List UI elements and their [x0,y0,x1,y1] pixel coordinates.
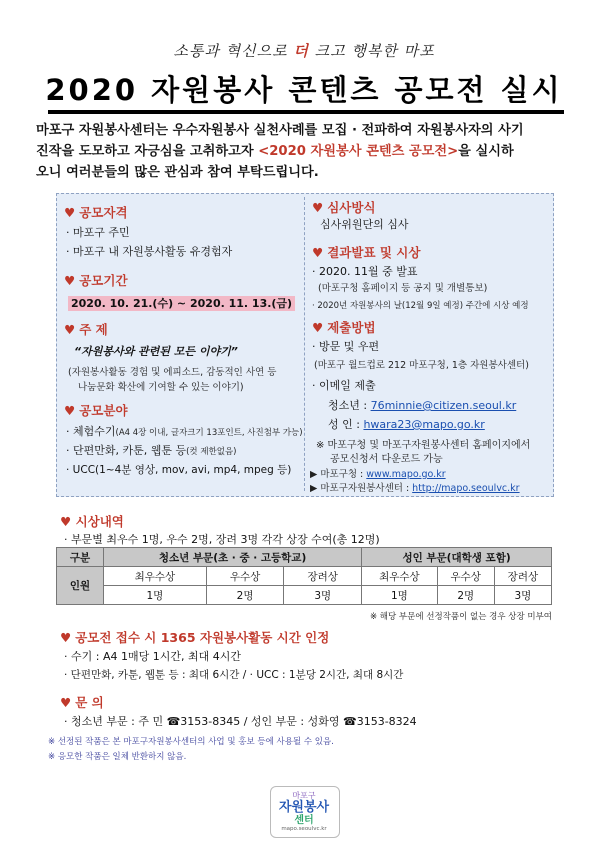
hours-item: · 단편만화, 카툰, 웹툰 등 : 최대 6시간 / · UCC : 1분당 2시간, 최대 8시간 [64,669,404,681]
heart-icon: ♥ [60,695,72,710]
review-value: 심사위원단의 심사 [320,218,409,231]
contact-heading: ♥ 문 의 [60,695,104,710]
period-value: 2020. 10. 21.(수) ~ 2020. 11. 13.(금) [68,292,295,311]
link-mapo-gu: ▶ 마포구청 : www.mapo.go.kr [310,469,446,480]
header-adult: 성인 부문(대학생 포함) [362,548,552,567]
eligibility-item: · 마포구 내 자원봉사활동 유경험자 [66,245,233,258]
mapo-gu-link[interactable]: www.mapo.go.kr [366,469,446,480]
page-title: 2020 자원봉사 콘텐츠 공모전 실시 [45,73,563,107]
email-youth-link[interactable]: 76minnie@citizen.seoul.kr [370,399,517,412]
row-label-count: 인원 [57,567,104,605]
panel-divider [304,197,305,491]
field-item-essay: · 체험수기(A4 4장 이내, 글자크기 13포인트, 사진첨부 가능) [66,425,303,438]
theme-desc: (자원봉사활동 경험 및 에피소드, 감동적인 사연 등 [68,367,277,378]
eligibility-item: · 마포구 주민 [66,226,130,239]
submit-heading: ♥ 제출방법 [312,320,376,335]
heart-icon: ♥ [312,320,324,335]
heart-icon: ♥ [312,200,324,215]
heart-icon: ♥ [64,205,76,220]
contact-value: · 청소년 부문 : 주 민 ☎3153-8345 / 성인 부문 : 성화영 ☎3153-8324 [64,715,417,728]
results-heading: ♥ 결과발표 및 시상 [312,245,421,260]
link-volunteer-center: ▶ 마포구자원봉사센터 : http://mapo.seoulvc.kr [310,483,520,494]
heart-icon: ♥ [60,514,72,529]
review-heading: ♥ 심사방식 [312,200,376,215]
fields-heading: ♥ 공모분야 [64,403,128,418]
results-item: · 2020. 11월 중 발표 [312,265,418,278]
email-adult-link[interactable]: hwara23@mapo.go.kr [363,418,485,431]
theme-desc: 나눔문화 확산에 기여할 수 있는 이야기) [78,382,244,393]
heart-icon: ♥ [64,273,76,288]
awards-note: ※ 해당 부문에 선정작품이 없는 경우 상장 미부여 [369,612,552,622]
theme-value: “자원봉사와 관련된 모든 이야기” [74,345,238,358]
intro-paragraph [36,120,576,183]
header-category: 구분 [57,548,104,567]
slogan-accent: 더 [293,42,309,60]
count-cell: 2명 [206,586,284,605]
download-note: ※ 마포구청 및 마포구자원봉사센터 홈페이지에서 [316,440,531,451]
awards-heading: ♥ 시상내역 [60,514,124,529]
awards-summary: · 부문별 최우수 1명, 우수 2명, 장려 3명 각각 상장 수여(총 12명) [64,533,380,546]
hours-item: · 수기 : A4 1매당 1시간, 최대 4시간 [64,650,241,663]
field-item-comic: · 단편만화, 카툰, 웹툰 등(컷 제한없음) [66,444,237,457]
intro-line-1: 마포구 자원봉사센터는 우수자원봉사 실천사례를 모집 · 전파하여 자원봉사자의 사기 [36,123,524,138]
header-youth: 청소년 부문(초 · 중 · 고등학교) [104,548,362,567]
logo-text: 마포구 자원봉사 센터 mapo.seoulvc.kr [278,791,330,832]
eligibility-heading: ♥ 공모자격 [64,205,128,220]
email-adult: 성 인 : hwara23@mapo.go.kr [328,418,485,431]
count-cell: 3명 [284,586,362,605]
title-underline [48,110,564,114]
prize-cell: 장려상 [494,567,551,586]
contest-name-highlight: <2020 자원봉사 콘텐츠 공모전> [258,144,459,159]
awards-table [56,547,552,605]
download-note: 공모신청서 다운로드 가능 [330,454,443,465]
prize-cell: 우수상 [206,567,284,586]
volunteer-center-link[interactable]: http://mapo.seoulvc.kr [412,483,520,494]
intro-line-2: 진작을 도모하고 자긍심을 고취하고자 <2020 자원봉사 콘텐츠 공모전>을 실시하 [36,144,514,159]
slogan: 소통과 혁신으로 더 크고 행복한 마포 [173,42,435,60]
results-note: (마포구청 홈페이지 등 공지 및 개별통보) [318,283,488,294]
field-item-ucc: · UCC(1~4분 영상, mov, avi, mp4, mpeg 등) [66,464,292,476]
hours-heading: ♥ 공모전 접수 시 1365 자원봉사활동 시간 인정 [60,630,330,645]
count-cell: 3명 [494,586,551,605]
theme-heading: ♥ 주 제 [64,322,108,337]
heart-icon: ♥ [64,322,76,337]
prize-cell: 우수상 [437,567,494,586]
results-item: · 2020년 자원봉사의 날(12월 9일 예정) 주간에 시상 예정 [312,301,529,311]
footnote: ※ 응모한 작품은 일체 반환하지 않음. [48,752,187,762]
count-cell: 1명 [362,586,438,605]
email-youth: 청소년 : 76minnie@citizen.seoul.kr [328,399,517,412]
count-cell: 2명 [437,586,494,605]
heart-icon: ♥ [60,630,72,645]
count-cell: 1명 [104,586,207,605]
submit-address: (마포구 월드컵로 212 마포구청, 1층 자원봉사센터) [314,360,529,371]
submit-item-visit: · 방문 및 우편 [312,340,380,353]
prize-cell: 최우수상 [362,567,438,586]
intro-line-3: 오니 여러분들의 많은 관심과 참여 부탁드립니다. [36,165,319,180]
prize-cell: 최우수상 [104,567,207,586]
heart-icon: ♥ [312,245,324,260]
footnote: ※ 선정된 작품은 본 마포구자원봉사센터의 사업 및 홍보 등에 사용될 수 있음. [48,737,334,747]
submit-item-email: · 이메일 제출 [312,379,376,392]
heart-icon: ♥ [64,403,76,418]
prize-cell: 장려상 [284,567,362,586]
period-heading: ♥ 공모기간 [64,273,128,288]
